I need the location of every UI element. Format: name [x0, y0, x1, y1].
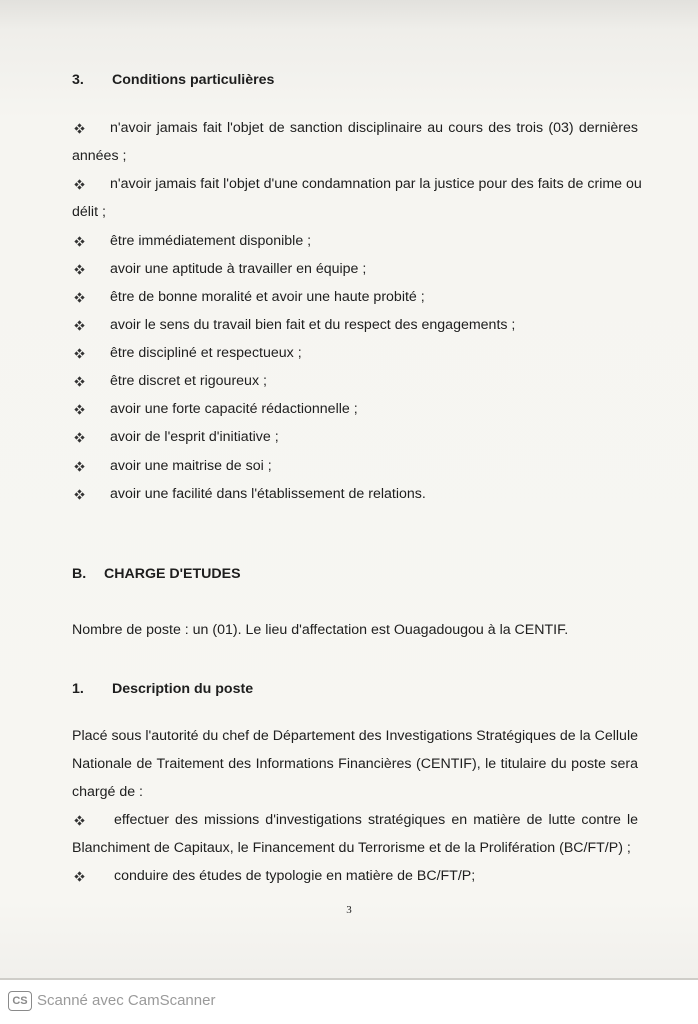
- list-item-text: avoir une facilité dans l'établissement de relations.: [110, 486, 426, 502]
- camscanner-watermark: Scanné avec CamScanner: [37, 992, 216, 1009]
- section-3-title: Conditions particulières: [112, 72, 275, 88]
- list-item-text: être de bonne moralité et avoir une haute probité ;: [110, 289, 425, 305]
- diamond-bullet-icon: [75, 405, 84, 414]
- diamond-bullet-icon: [75, 433, 84, 442]
- post-info-text: Nombre de poste : un (01). Le lieu d'affectation est Ouagadougou à la CENTIF.: [72, 622, 569, 638]
- diamond-bullet-icon: [75, 180, 84, 189]
- page-number: 3: [346, 904, 352, 916]
- list-item-continuation: Blanchiment de Capitaux, le Financement du Terrorisme et de la Prolifération (BC/FT/P) ;: [72, 840, 631, 856]
- list-item-text: conduire des études de typologie en matière de BC/FT/P;: [114, 868, 476, 884]
- list-item-text: n'avoir jamais fait l'objet d'une condamnation par la justice pour des faits de crime ou: [110, 176, 642, 192]
- diamond-bullet-icon: [75, 377, 84, 386]
- list-item-text: avoir une forte capacité rédactionnelle ;: [110, 401, 358, 417]
- section-3-number: 3.: [72, 72, 84, 88]
- diamond-bullet-icon: [75, 237, 84, 246]
- list-item-text: avoir le sens du travail bien fait et du respect des engagements ;: [110, 317, 516, 333]
- diamond-bullet-icon: [75, 490, 84, 499]
- diamond-bullet-icon: [75, 349, 84, 358]
- list-item-continuation: années ;: [72, 148, 127, 164]
- intro-line: Placé sous l'autorité du chef de Département des Investigations Stratégiques de la Cellule: [72, 728, 638, 744]
- list-item-text: avoir de l'esprit d'initiative ;: [110, 429, 279, 445]
- section-b-letter: B.: [72, 566, 87, 582]
- diamond-bullet-icon: [75, 265, 84, 274]
- camscanner-logo-icon: CS: [8, 991, 32, 1011]
- list-item-text: être discipliné et respectueux ;: [110, 345, 302, 361]
- list-item-text: avoir une aptitude à travailler en équipe ;: [110, 261, 367, 277]
- intro-line: Nationale de Traitement des Informations Financières (CENTIF), le titulaire du poste sera: [72, 756, 638, 772]
- diamond-bullet-icon: [75, 816, 84, 825]
- list-item-text: n'avoir jamais fait l'objet de sanction disciplinaire au cours des trois (03) dernières: [110, 120, 638, 136]
- list-item-text: être discret et rigoureux ;: [110, 373, 267, 389]
- list-item-text: être immédiatement disponible ;: [110, 233, 312, 249]
- section-1-heading: [72, 675, 638, 704]
- section-3-heading: [72, 66, 638, 95]
- diamond-bullet-icon: [75, 321, 84, 330]
- list-item-text: effectuer des missions d'investigations stratégiques en matière de lutte contre le: [114, 812, 638, 828]
- diamond-bullet-icon: [75, 462, 84, 471]
- list-item-text: avoir une maitrise de soi ;: [110, 458, 272, 474]
- intro-line: chargé de :: [72, 784, 143, 800]
- diamond-bullet-icon: [75, 872, 84, 881]
- section-b-heading: [72, 560, 638, 589]
- list-item-continuation: délit ;: [72, 204, 106, 220]
- diamond-bullet-icon: [75, 293, 84, 302]
- section-1-title: Description du poste: [112, 681, 254, 697]
- section-b-title: CHARGE D'ETUDES: [104, 566, 241, 582]
- section-1-number: 1.: [72, 681, 84, 697]
- diamond-bullet-icon: [75, 124, 84, 133]
